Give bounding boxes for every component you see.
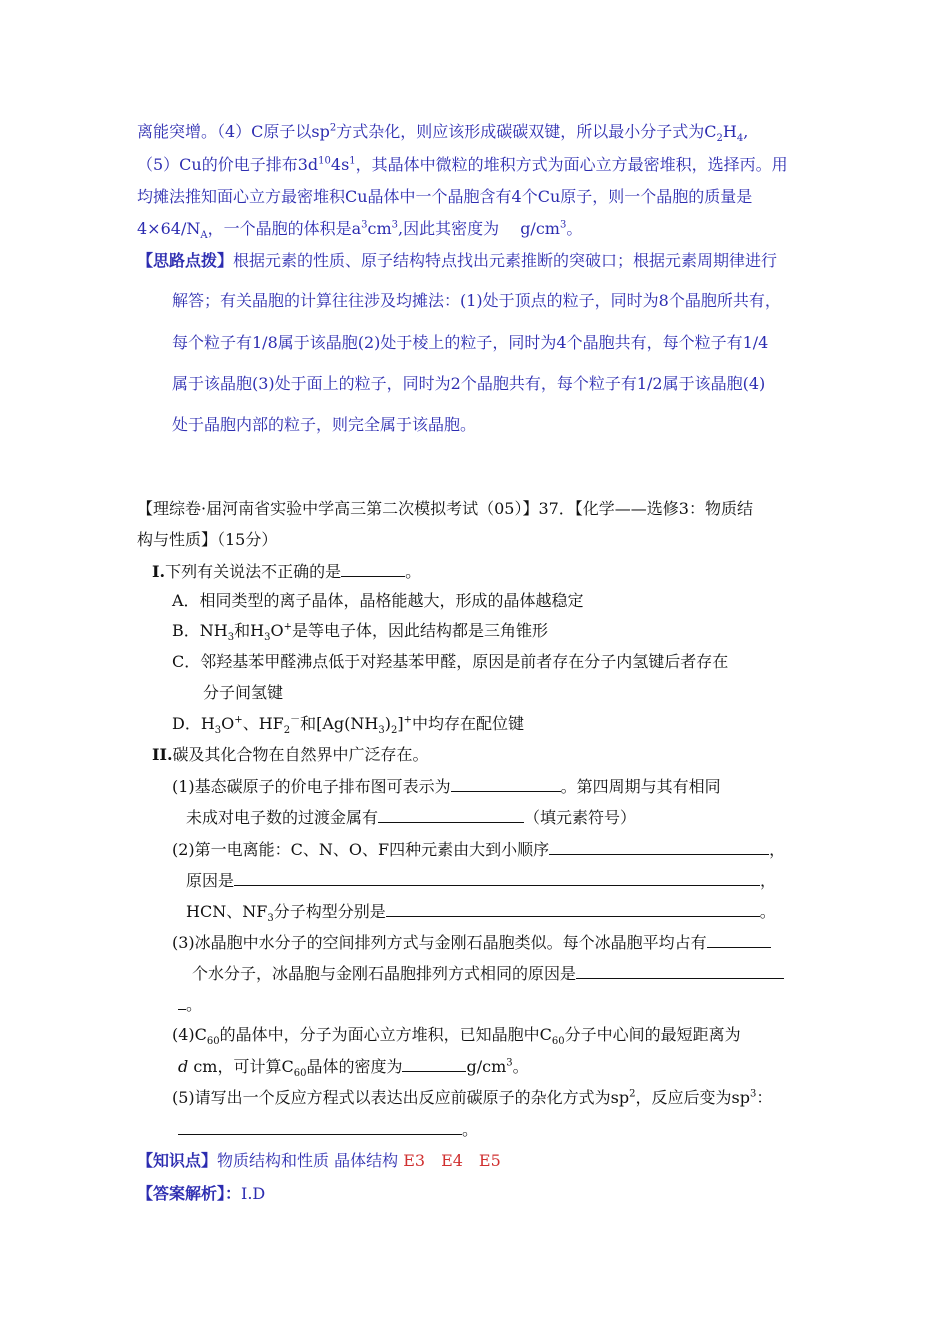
text: 中均存在配位键 (412, 714, 525, 733)
q3-line-3 (178, 993, 202, 1016)
answer-blank[interactable] (576, 962, 784, 979)
q2-line-1 (172, 838, 785, 861)
text: 。 (462, 1120, 479, 1139)
superscript: 3 (391, 219, 399, 231)
superscript: 3 (749, 1088, 757, 1100)
text: 。 (405, 562, 422, 581)
text: 、HF (242, 714, 284, 733)
q3-line-2 (192, 962, 784, 985)
q5-line-2 (178, 1118, 478, 1141)
text: cm，可计算C (188, 1057, 294, 1076)
text: ，反应后变为sp (635, 1088, 750, 1107)
subscript: 60 (551, 1036, 565, 1048)
part-label: II. (152, 745, 173, 764)
text: 离能突增。（4）C原子以sp (137, 122, 330, 141)
text: 。 (759, 902, 776, 921)
text: 物质结构和性质 晶体结构 (217, 1151, 404, 1170)
answer-blank[interactable] (234, 869, 760, 886)
option-c-line-2 (203, 682, 283, 704)
subscript: 60 (293, 1068, 307, 1080)
subscript: 3 (227, 632, 235, 644)
q1-line-1 (172, 775, 721, 798)
text: 均摊法推知面心立方最密堆积Cu晶体中一个晶胞含有4个Cu原子，则一个晶胞的质量是 (137, 187, 753, 206)
superscript: + (403, 714, 413, 726)
text: B．NH (172, 621, 228, 640)
superscript: 10 (318, 155, 331, 167)
text: ： (756, 1088, 773, 1107)
text: (1)基态碳原子的价电子排布图可表示为 (172, 777, 451, 796)
text: ] (397, 714, 404, 733)
text: O (270, 621, 284, 640)
hint-line-5 (172, 414, 476, 436)
superscript: 3 (361, 219, 368, 231)
text: (5)请写出一个反应方程式以表达出反应前碳原子的杂化方式为sp (172, 1088, 630, 1107)
option-c-line-1 (172, 651, 728, 673)
text: ， (760, 871, 777, 890)
q4-line-2 (178, 1055, 529, 1078)
knowledge-line (137, 1150, 501, 1172)
answer-blank[interactable] (549, 838, 769, 855)
analysis-label: 【答案解析】： (137, 1184, 242, 1203)
answer-line-1 (137, 121, 748, 143)
text: 根据元素的性质、原子结构特点找出元素推断的突破口；根据元素周期律进行 (233, 251, 778, 270)
answer-blank[interactable] (341, 560, 405, 577)
superscript: + (283, 621, 292, 633)
q1-line-2 (186, 806, 636, 829)
subscript: 3 (264, 632, 271, 644)
question-header-line-2 (137, 529, 277, 551)
q2-line-3 (186, 900, 776, 923)
text: 碳及其化合物在自然界中广泛存在。 (172, 745, 429, 764)
variable-d: d (178, 1057, 189, 1076)
superscript: 3 (506, 1057, 513, 1069)
text: 分子构型分别是 (273, 902, 386, 921)
superscript: 1 (349, 155, 356, 167)
text: 晶体的密度为 (306, 1057, 403, 1076)
answer-blank[interactable] (707, 931, 771, 948)
text: HCN、NF (186, 902, 268, 921)
superscript: － (290, 714, 301, 726)
text: H (722, 122, 737, 141)
text: 个水分子，冰晶胞与金刚石晶胞排列方式相同的原因是 (192, 964, 577, 983)
text: ) (384, 714, 391, 733)
text: 是等电子体，因此结构都是三角锥形 (291, 621, 548, 640)
subscript: 2 (391, 725, 398, 737)
text: 构与性质】（15分） (137, 530, 278, 549)
text: 解答；有关晶胞的计算往往涉及均摊法：(1)处于顶点的粒子，同时为8个晶胞所共有， (172, 291, 781, 310)
text: 。第四周期与其有相同 (560, 777, 721, 796)
superscript: 2 (629, 1088, 636, 1100)
hint-line-4 (172, 373, 765, 395)
answer-line-2 (137, 154, 788, 176)
q5-line-1 (172, 1087, 772, 1109)
answer-blank[interactable] (378, 806, 524, 823)
text: 和[Ag(NH (300, 714, 379, 733)
answer-blank[interactable] (178, 993, 186, 1010)
text: , (743, 122, 749, 141)
subscript: 4 (736, 133, 744, 145)
answer-blank[interactable] (386, 900, 760, 917)
text: 未成对电子数的过渡金属有 (186, 808, 379, 827)
hint-label: 【思路点拨】 (137, 251, 234, 270)
text: (3)冰晶胞中水分子的空间排列方式与金刚石晶胞类似。每个冰晶胞平均占有 (172, 933, 707, 952)
text: ,因此其密度为 g/cm (398, 219, 560, 238)
q3-line-1 (172, 931, 771, 954)
text: ，一个晶胞的体积是a (207, 219, 362, 238)
text: C．邻羟基苯甲醛沸点低于对羟基苯甲醛，原因是前者存在分子内氢键后者存在 (172, 652, 729, 671)
q2-line-2 (186, 869, 776, 892)
text: （填元素符号） (524, 808, 637, 827)
hint-line-2 (172, 290, 781, 312)
subscript: 2 (716, 133, 723, 145)
answer-blank[interactable] (451, 775, 561, 792)
superscript: + (234, 714, 243, 726)
part2-line (152, 744, 429, 766)
knowledge-label: 【知识点】 (137, 1151, 218, 1170)
text: Ⅰ.D (241, 1184, 266, 1203)
answer-blank[interactable] (402, 1055, 466, 1072)
option-a (172, 590, 584, 612)
answer-blank[interactable] (178, 1118, 462, 1135)
subscript: 2 (283, 725, 291, 737)
text: 。 (512, 1057, 529, 1076)
part1-line (152, 560, 421, 583)
text: ， (769, 840, 786, 859)
option-d (172, 713, 524, 735)
q4-line-1 (172, 1024, 741, 1046)
subscript: A (200, 230, 208, 242)
analysis-line (137, 1183, 265, 1205)
text: 和H (234, 621, 265, 640)
text: 分子中心间的最短距离为 (564, 1025, 741, 1044)
text: 的晶体中，分子为面心立方堆积，已知晶胞中C (219, 1025, 552, 1044)
text: （5）Cu的价电子排布3d (137, 155, 319, 174)
option-b (172, 620, 548, 642)
text: D．H (172, 714, 215, 733)
text: (4)C (172, 1025, 207, 1044)
text: O (221, 714, 235, 733)
answer-line-3 (137, 186, 752, 208)
text: cm (367, 219, 392, 238)
superscript: 3 (559, 219, 567, 231)
knowledge-codes: E3 E4 E5 (403, 1151, 501, 1170)
text: 【理综卷·届河南省实验中学高三第二次模拟考试（05）】37．【化学——选修3：物质结 (137, 499, 753, 518)
text: 4s (330, 155, 350, 174)
text: (2)第一电离能：C、N、O、F四种元素由大到小顺序 (172, 840, 550, 859)
subscript: 3 (214, 725, 222, 737)
question-header-line-1 (137, 498, 753, 520)
part-label: I. (152, 562, 166, 581)
text: 方式杂化，则应该形成碳碳双键，所以最小分子式为C (336, 122, 717, 141)
text: 分子间氢键 (203, 683, 284, 702)
text: 下列有关说法不正确的是 (165, 562, 342, 581)
text: 。 (566, 219, 583, 238)
text: 原因是 (186, 871, 235, 890)
answer-line-4 (137, 218, 582, 240)
subscript: 3 (267, 913, 274, 925)
text: 属于该晶胞(3)处于面上的粒子，同时为2个晶胞共有，每个粒子有1/2属于该晶胞(4) (172, 374, 766, 393)
text: 处于晶胞内部的粒子，则完全属于该晶胞。 (172, 415, 477, 434)
subscript: 60 (206, 1036, 220, 1048)
superscript: 2 (329, 122, 337, 134)
hint-line-3 (172, 332, 768, 354)
text: 每个粒子有1/8属于该晶胞(2)处于棱上的粒子，同时为4个晶胞共有，每个粒子有1/4 (172, 333, 769, 352)
subscript: 3 (378, 725, 385, 737)
text: A．相同类型的离子晶体，晶格能越大，形成的晶体越稳定 (172, 591, 584, 610)
text: 4×64/N (137, 219, 201, 238)
text: ，其晶体中微粒的堆积方式为面心立方最密堆积，选择丙。用 (355, 155, 788, 174)
hint-line-1 (137, 250, 777, 272)
text: g/cm (466, 1057, 507, 1076)
text: 。 (186, 995, 203, 1014)
